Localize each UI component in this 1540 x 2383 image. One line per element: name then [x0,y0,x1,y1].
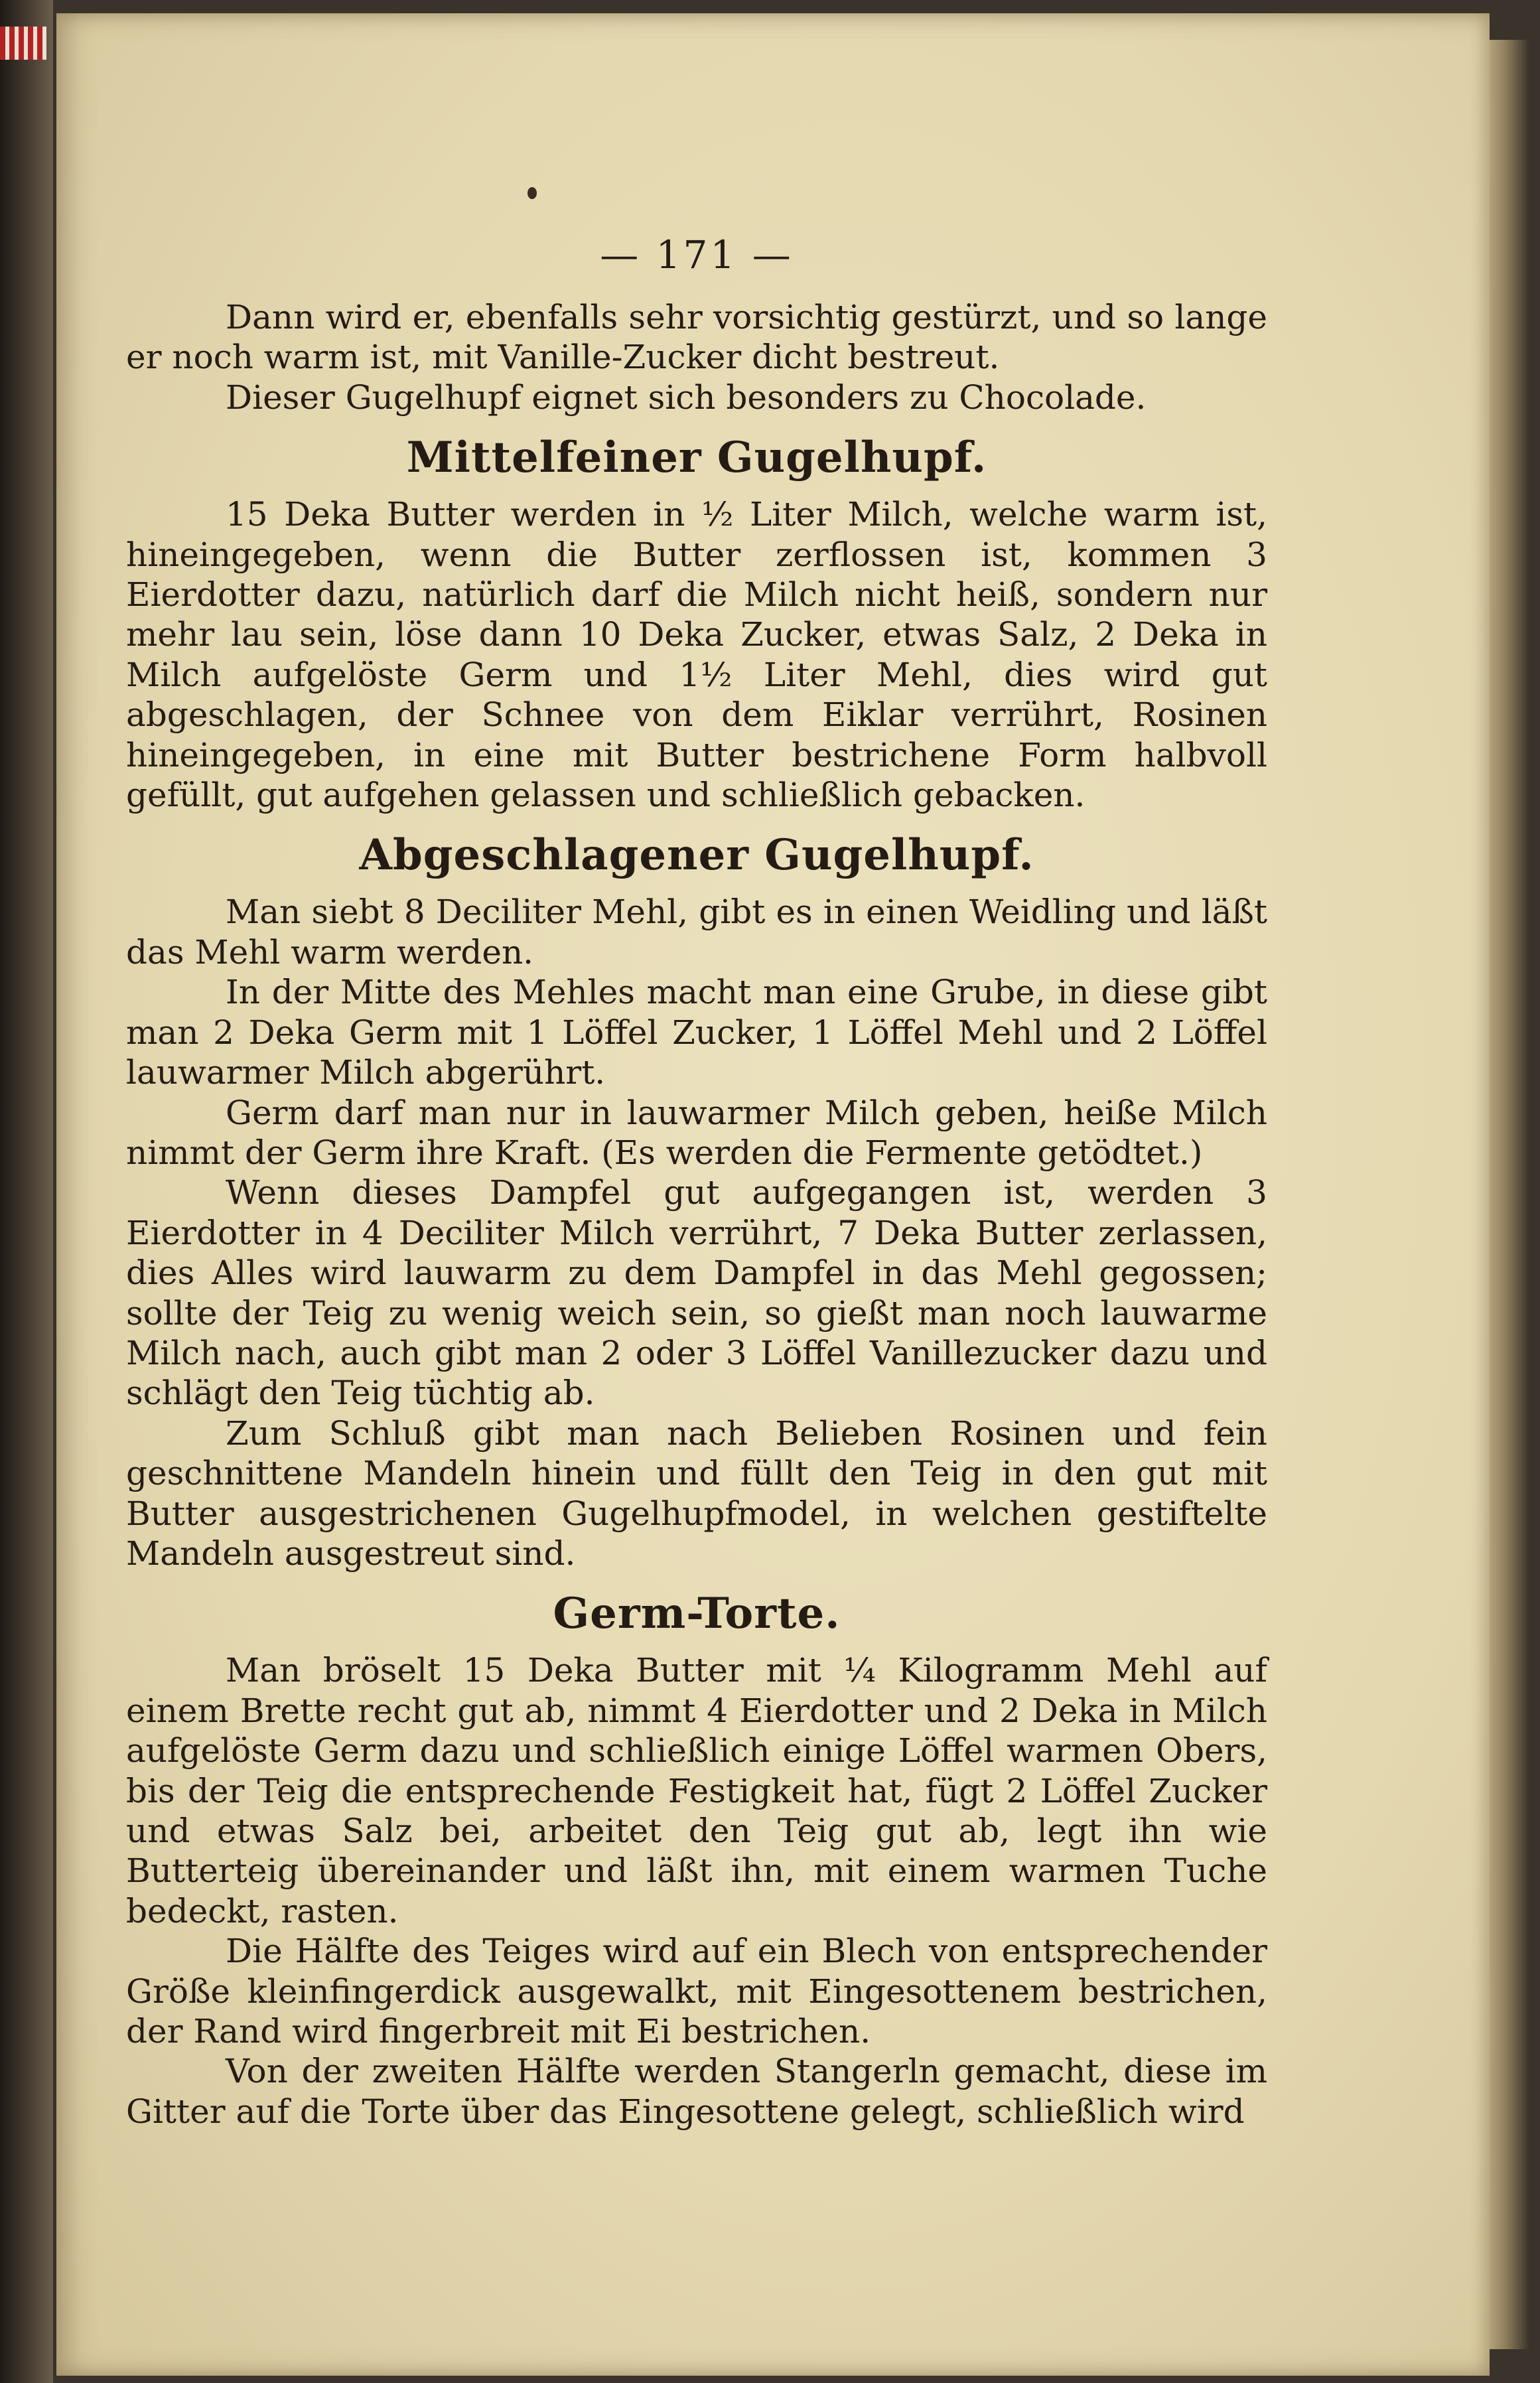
paragraph: 15 Deka Butter werden in ½ Liter Milch, welche warm ist, hineingegeben, wenn die Butter zerflossen ist, kommen 3 Eierdotter dazu, natürlich darf die Milch nicht heiß, sondern nur mehr lau sein, löse dann 10 Deka Zucker, etwas Salz, 2 Deka in Milch aufgelöste Germ und 1½ Liter Mehl, dies wird gut abgeschlagen, der Schnee von dem Eiklar verrührt, Rosinen hineingegeben, in eine mit Butter bestrichene Form halbvoll gefüllt, gut aufgehen gelassen und schließlich gebacken. [126,495,1267,815]
right-page-edge [1490,40,1529,2349]
section-heading: Abgeschlagener Gugelhupf. [359,830,1034,881]
paragraph: Von der zweiten Hälfte werden Stangerln gemacht, diese im Gitter auf die Torte über das Eingesottene gelegt, schließlich wird [126,2052,1267,2131]
paragraph: Die Hälfte des Teiges wird auf ein Blech von entsprechender Größe kleinfingerdick ausgewalkt, mit Eingesottenem bestrichen, der Rand wird fingerbreit mit Ei bestrichen. [126,1932,1267,2051]
page-number: — 171 — [600,232,794,277]
paragraph: Germ darf man nur in lauwarmer Milch geben, heiße Milch nimmt der Germ ihre Kraft. (Es werden die Fermente getödtet.) [126,1093,1267,1172]
bookmark-ribbon [0,27,46,60]
paragraph: In der Mitte des Mehles macht man eine Grube, in diese gibt man 2 Deka Germ mit 1 Löffel Zucker, 1 Löffel Mehl und 2 Löffel lauwarmer Milch abgerührt. [126,973,1267,1092]
paragraph: Dieser Gugelhupf eignet sich besonders zu Chocolade. [226,378,1147,417]
paragraph: Man siebt 8 Deciliter Mehl, gibt es in einen Weidling und läßt das Mehl warm werden. [126,893,1267,972]
paragraph: Dann wird er, ebenfalls sehr vorsichtig gestürzt, und so lange er noch warm ist, mit Vanille-Zucker dicht bestreut. [126,298,1267,377]
paragraph: Zum Schluß gibt man nach Belieben Rosinen und fein geschnittene Mandeln hinein und füllt den Teig in den gut mit Butter ausgestrichenen Gugelhupfmodel, in welchen gestiftelte Mandeln ausgestreut sind. [126,1413,1267,1573]
left-page-edge [0,0,53,2383]
text-blocks [126,297,1267,2131]
paragraph: Wenn dieses Dampfel gut aufgegangen ist, werden 3 Eierdotter in 4 Deciliter Milch verrührt, 7 Deka Butter zerlassen, dies Alles wird lauwarm zu dem Dampfel in das Mehl gegossen; sollte der Teig zu wenig weich sein, so gießt man noch lauwarme Milch nach, auch gibt man 2 oder 3 Löffel Vanillezucker dazu und schlägt den Teig tüchtig ab. [126,1173,1267,1413]
ink-spot [527,187,537,199]
page-content [126,232,1267,2131]
section-heading: Germ-Torte. [553,1589,841,1639]
book-page [56,13,1490,2376]
section-heading: Mittelfeiner Gugelhupf. [406,433,987,483]
paragraph: Man bröselt 15 Deka Butter mit ¼ Kilogramm Mehl auf einem Brette recht gut ab, nimmt 4 Eierdotter und 2 Deka in Milch aufgelöste Germ dazu und schließlich einige Löffel warmen Obers, bis der Teig die entsprechende Festigkeit hat, fügt 2 Löffel Zucker und etwas Salz bei, arbeitet den Teig gut ab, legt ihn wie Butterteig übereinander und läßt ihn, mit einem warmen Tuche bedeckt, rasten. [126,1651,1267,1930]
